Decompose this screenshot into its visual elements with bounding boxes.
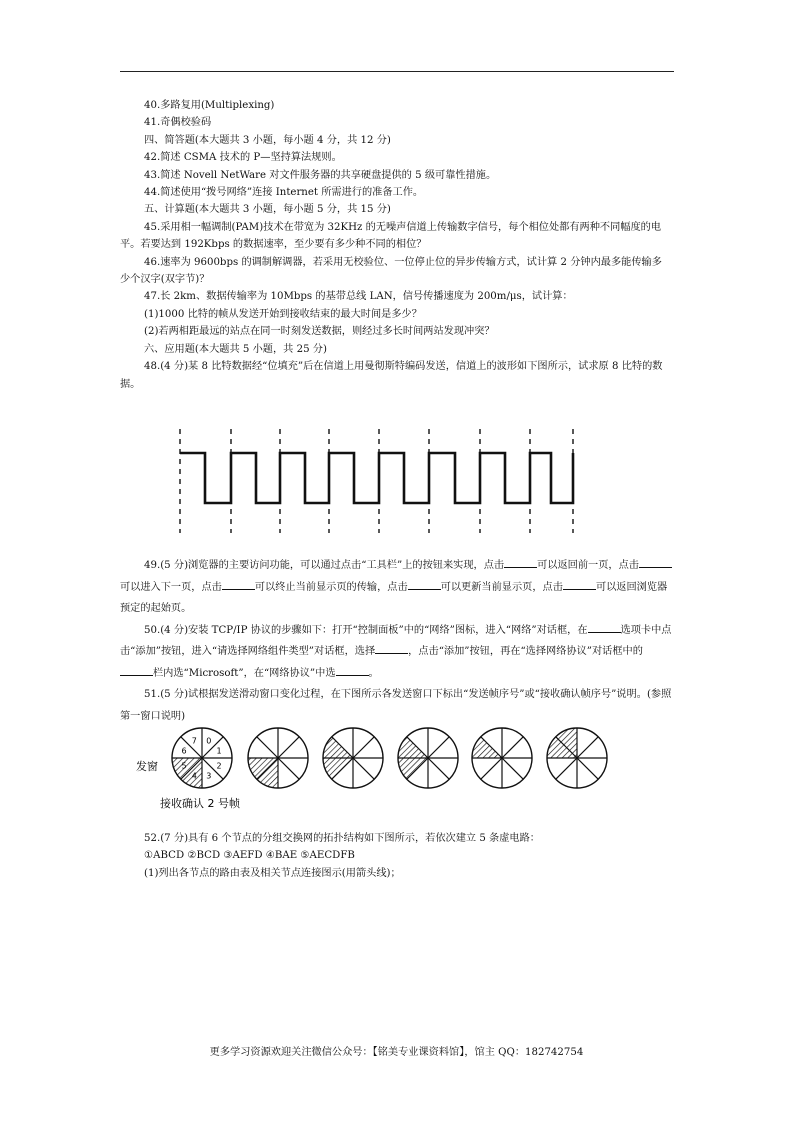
window-pie xyxy=(172,728,232,788)
q50-text-b: 选项卡中点击“添加”按钮，进入“请选择网络组件类型”对话框，选择 xyxy=(120,624,672,657)
sector-divider xyxy=(577,737,598,758)
q50-text-a: 50.(4 分)安装 TCP/IP 协议的步骤如下：打开“控制面板”中的“网络”图标，进入“网络”对话框，在 xyxy=(144,624,588,636)
window-pie xyxy=(472,728,532,788)
sector-number: 2 xyxy=(216,761,222,771)
sliding-window-figure xyxy=(130,720,630,820)
window-pie xyxy=(547,728,607,788)
q52-part1: (1)列出各节点的路由表及相关节点连接图示(用箭头线)； xyxy=(144,867,401,879)
q52-block xyxy=(120,830,672,882)
blank xyxy=(588,622,621,633)
send-window-label: 发窗 xyxy=(136,760,158,773)
ack-label: 接收确认 2 号帧 xyxy=(160,797,240,810)
q48: 48.(4 分)某 8 比特数据经“位填充”后在信道上用曼彻斯特编码发送，信道上的波形如下图所示，试求原 8 比特的数据。 xyxy=(120,361,663,390)
q50-text-d: 栏内选“Microsoft”，在“网络协议”中选 xyxy=(153,667,336,679)
q49-text-f: 可以返回浏览器预定的起始页。 xyxy=(120,581,668,614)
sector-number: 7 xyxy=(191,736,197,746)
sector-number: 0 xyxy=(206,736,212,746)
sector-number: 5 xyxy=(181,761,187,771)
sector-divider xyxy=(577,758,598,779)
blank xyxy=(504,557,537,568)
blank xyxy=(639,557,672,568)
blank xyxy=(563,579,596,590)
section-5-heading: 五、计算题(本大题共 3 小题，每小题 5 分，共 15 分) xyxy=(144,204,391,216)
sector-divider xyxy=(502,758,523,779)
blank xyxy=(375,643,408,654)
window-pie xyxy=(398,728,458,788)
header-rule xyxy=(120,71,674,72)
hatched-sector xyxy=(323,737,353,758)
q44: 44.简述使用“拨号网络”连接 Internet 所需进行的准备工作。 xyxy=(144,187,424,199)
q49 xyxy=(120,555,672,620)
sector-number: 1 xyxy=(216,746,222,756)
sector-divider xyxy=(257,737,278,758)
bit-boundary-lines xyxy=(180,429,573,533)
blank xyxy=(336,665,369,676)
sector-number: 4 xyxy=(191,771,197,781)
section-6-heading: 六、应用题(本大题共 5 小题，共 25 分) xyxy=(144,343,327,355)
blank xyxy=(120,665,153,676)
hatched-sector xyxy=(323,758,353,779)
pie-layer xyxy=(172,728,607,788)
sector-divider xyxy=(428,737,449,758)
sector-number: 3 xyxy=(206,771,212,781)
sector-divider xyxy=(278,758,299,779)
q47-part2: (2)若两相距最远的站点在同一时刻发送数据，则经过多长时间两站发现冲突？ xyxy=(144,326,495,338)
window-pie xyxy=(323,728,383,788)
q52-circuits: ①ABCD ②BCD ③AEFD ④BAE ⑤AECDFB xyxy=(144,850,355,862)
questions-block xyxy=(120,97,672,393)
q49-text-c: 可以进入下一页，点击 xyxy=(120,581,222,593)
q50-text-c: ，点击“添加”按钮，再在“选择网络协议”对话框中的 xyxy=(408,646,643,657)
blank xyxy=(408,579,441,590)
section-4-heading: 四、简答题(本大题共 3 小题，每小题 4 分，共 12 分) xyxy=(144,134,391,146)
q42: 42.简述 CSMA 技术的 P—坚持算法规则。 xyxy=(144,152,342,164)
q43: 43.简述 Novell NetWare 对文件服务器的共享硬盘提供的 5 级可靠性措施。 xyxy=(144,169,497,181)
q41: 41.奇偶校验码 xyxy=(144,117,212,129)
sector-divider xyxy=(556,758,577,779)
sector-divider xyxy=(278,737,299,758)
footer: 更多学习资源欢迎关注微信公众号：【铭美专业课资料馆】，馆主 QQ：182742754 xyxy=(209,1047,584,1058)
blank xyxy=(222,579,255,590)
q49-text-b: 可以返回前一页，点击 xyxy=(537,560,639,571)
fill-in-questions xyxy=(120,555,672,727)
q47: 47.长 2km、数据传输率为 10Mbps 的基带总线 LAN，信号传播速度为 200m/μs，试计算： xyxy=(144,291,573,303)
q52: 52.(7 分)具有 6 个节点的分组交换网的拓扑结构如下图所示，若依次建立 5 条虚电路： xyxy=(144,833,540,844)
sector-divider xyxy=(481,758,502,779)
q49-text-d: 可以终止当前显示页的传输，点击 xyxy=(254,581,408,593)
hatched-sector xyxy=(398,758,428,779)
q49-text-e: 可以更新当前显示页，点击 xyxy=(440,581,563,593)
hatched-sector xyxy=(472,737,502,758)
hatched-sector xyxy=(398,737,428,758)
sector-divider xyxy=(502,737,523,758)
sector-number: 6 xyxy=(181,746,187,756)
window-pie xyxy=(248,728,308,788)
q50 xyxy=(120,620,672,685)
q47-part1: (1)1000 比特的帧从发送开始到接收结束的最大时间是多少？ xyxy=(144,308,422,320)
q51: 51.(5 分)试根据发送滑动窗口变化过程，在下图所示各发送窗口下标出“发送帧序号”或“接收确认帧序号”说明。(参照第一窗口说明) xyxy=(120,689,672,722)
q49-text-a: 49.(5 分)浏览器的主要访问功能，可以通过点击“工具栏”上的按钮来实现，点击 xyxy=(144,560,505,571)
manchester-waveform-figure xyxy=(173,425,583,537)
q45: 45.采用相一幅调制(PAM)技术在带宽为 32KHz 的无噪声信道上传输数字信号，每个相位处都有两种不同幅度的电平。若要达到 192Kbps 的数据速率，至少要有多少种不同的相位？ xyxy=(120,221,662,251)
q50-text-e: 。 xyxy=(368,667,379,679)
signal-waveform xyxy=(180,453,573,503)
sector-divider xyxy=(353,758,374,779)
sector-divider xyxy=(353,737,374,758)
q40: 40.多路复用(Multiplexing) xyxy=(144,100,275,111)
q46: 46.速率为 9600bps 的调制解调器，若采用无校验位、一位停止位的异步传输方式，试计算 2 分钟内最多能传输多少个汉字(双字节)？ xyxy=(120,256,662,286)
sector-divider xyxy=(428,758,449,779)
